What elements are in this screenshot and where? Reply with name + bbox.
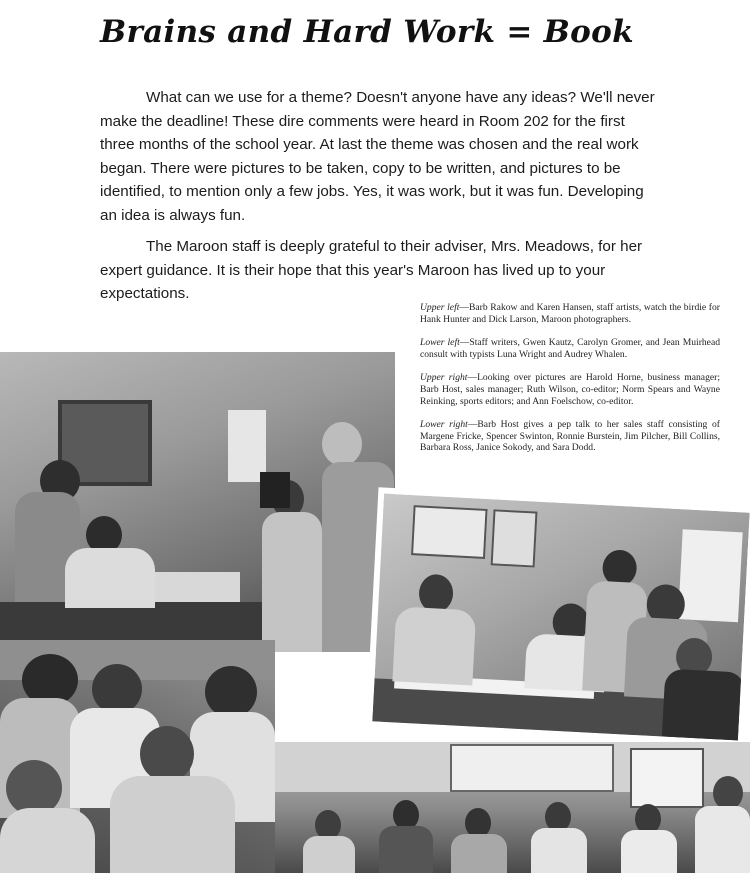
photo-captions (420, 302, 720, 466)
caption-text: —Looking over pictures are Harold Horne, business manager; Barb Host, sales manager; Ruth Wilson, co-editor; Norm Spears and Wayne Reinking, sports editors; and Ann Foelschow, co-editor. (420, 372, 720, 407)
person-head (140, 726, 194, 782)
body-paragraph-2: The Maroon staff is deeply grateful to their adviser, Mrs. Meadows, for her expert guidance. It is their hope that this year's Maroon has lived up to your expectations. (100, 238, 643, 302)
body-paragraph-1: What can we use for a theme? Doesn't anyone have any ideas? We'll never make the deadline! These dire comments were heard in Room 202 for the first three months of the school year. At last the theme was chosen and the real work began. There were pictures to be taken, copy to be written, and pictures to be identified, to mention only a few jobs. Yes, it was work, but it was fun. Developing an idea is always fun. (100, 89, 655, 224)
caption-upper-right (420, 372, 720, 407)
person-body (392, 606, 476, 685)
wall-chart (491, 509, 538, 567)
window (678, 529, 743, 622)
person-body (262, 512, 322, 652)
caption-text: —Barb Host gives a pep talk to her sales staff consisting of Margene Fricke, Spencer Swinton, Ronnie Burstein, Jim Pilcher, Bill Collins, Barbara Ross, Janice Sokody, and Sara Dodd. (420, 419, 720, 454)
wall-map (411, 505, 488, 559)
person-body (65, 548, 155, 608)
photo-lower-left (0, 640, 275, 873)
photo-lower-right (275, 742, 750, 873)
person-body (695, 806, 750, 873)
caption-text: —Barb Rakow and Karen Hansen, staff artists, watch the birdie for Hank Hunter and Dick Larson, Maroon photographers. (420, 302, 720, 325)
person-body (621, 830, 677, 873)
camera (260, 472, 290, 508)
caption-lead: Upper left (420, 302, 460, 313)
person-body (662, 669, 746, 743)
wall-map (630, 748, 704, 808)
caption-upper-left (420, 302, 720, 325)
caption-lead: Lower right (420, 419, 468, 431)
photo-upper-right (366, 487, 750, 746)
caption-lower-right (420, 419, 720, 454)
person-head (205, 666, 257, 718)
caption-text: —Staff writers, Gwen Kautz, Carolyn Gromer, and Jean Muirhead consult with typists Luna Wright and Audrey Whalen. (420, 337, 720, 360)
person-body (303, 836, 355, 873)
person-body (531, 828, 587, 873)
classroom-windows (450, 744, 614, 792)
page-title: Brains and Hard Work = Book (100, 14, 634, 50)
person-body (0, 808, 95, 873)
person-body (451, 834, 507, 873)
person-head (322, 422, 362, 466)
caption-lower-left (420, 337, 720, 360)
person-head (92, 664, 142, 714)
person-body (379, 826, 433, 873)
person-head (713, 776, 743, 810)
photo-upper-left (0, 352, 395, 652)
person-body (110, 776, 235, 873)
caption-lead: Lower left (420, 337, 460, 349)
caption-lead: Upper right (420, 372, 468, 384)
